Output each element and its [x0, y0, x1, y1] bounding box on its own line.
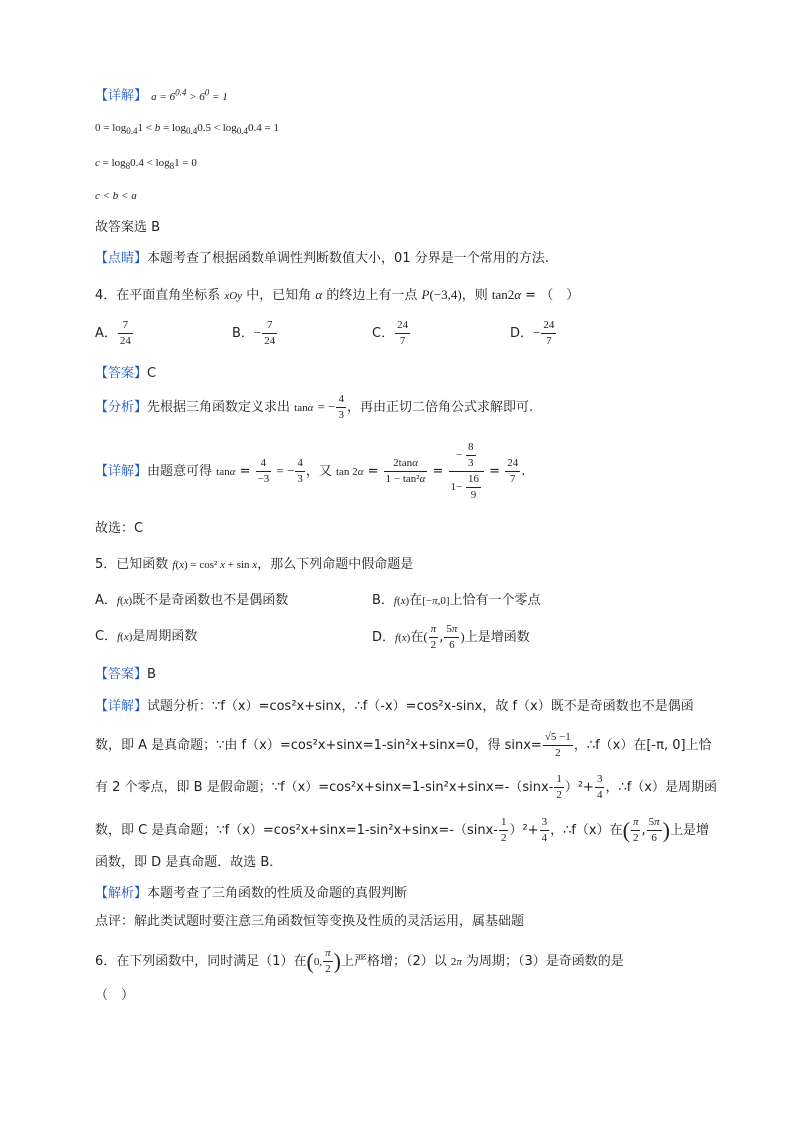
math-eq-order: c < b < a	[95, 190, 137, 202]
explain-text: 本题考查了三角函数的性质及命题的真假判断	[147, 886, 408, 901]
comment-text: 本题考查了根据函数单调性判断数值大小，01 分界是一个常用的方法.	[147, 251, 549, 266]
detail-tag: 【详解】	[95, 88, 148, 104]
q5-option-b: B．f(x)在[−π,0]上恰有一个零点	[372, 593, 541, 608]
q5-option-d: D．f(x)在( $\frac{\pi}{2}$ , $\frac{5\pi}{6}$ )上是增函数	[372, 623, 530, 651]
q3-detail-line	[95, 84, 228, 105]
comment-tag: 【点睛】	[95, 251, 148, 266]
detail-tag: 【详解】	[95, 699, 148, 714]
q5-detail-2: 数，即 A 是真命题；∵由 f（x）=cos²x+sinx=1-sin²x+sinx=0，得 sinx= $\frac{√5 -1}{2}$ ，∴f（x）在[-π, 0]上恰	[95, 731, 712, 759]
q4-final: 故选：C	[95, 521, 144, 536]
answer-tag: 【答案】	[95, 366, 148, 381]
q5-explain	[95, 886, 407, 902]
math-eq-c: $c = \log_80.4 < \log_81 = 0$	[95, 157, 197, 172]
q3-comment	[95, 251, 549, 267]
q5-stem: 5．已知函数 f(x) = cos² x + sin x，那么下列命题中假命题是	[95, 557, 414, 572]
q5-option-c: C．f(x)是周期函数	[95, 629, 198, 644]
q4-option-b: B．− $\frac{7}{24}$	[232, 319, 276, 347]
answer-value: C	[147, 366, 157, 381]
q5-review: 点评：解此类试题时要注意三角函数恒等变换及性质的灵活运用，属基础题	[95, 914, 525, 929]
q4-option-a: A． $\frac{7}{24}$	[95, 319, 131, 347]
q5-detail-3: 有 2 个零点，即 B 是假命题；∵f（x）=cos²x+sinx=1-sin²x+sinx=-（sinx- $\frac{1}{2}$ ）²+ $\frac{3}{4}$ ，∴f（x）是周期函	[95, 773, 717, 801]
answer-tag: 【答案】	[95, 667, 148, 682]
q6-stem-1: 6．在下列函数中，同时满足（1）在(0, $\frac{\pi}{2}$ )上严格增；（2）以 2π 为周期；（3）是奇函数的是	[95, 947, 624, 975]
q4-option-c: C． $\frac{24}{7}$	[372, 319, 409, 347]
answer-value: B	[147, 667, 156, 682]
q4-detail: 【详解】由题意可得 tanα = $\frac{4}{-3}$ = − $\frac{4}{3}$ ，又 tan 2α = $\frac{2\tan\alpha}{\text{1 − tan²α}}$ = − $\frac{8}{3}$ 1− $\frac{16}{9}$ = $\frac{24}{7}$ .	[95, 441, 526, 501]
detail-tag: 【详解】	[95, 464, 148, 479]
math-eq-b: $0 = \log_{0.4}1 < b = \log_{0.4}0.5 < \log_{0.4}0.4 = 1$	[95, 122, 279, 137]
q5-detail-1: 【详解】试题分析：∵f（x）=cos²x+sinx，∴f（-x）=cos²x-sinx，故 f（x）既不是奇函数也不是偶函	[95, 699, 694, 714]
explain-tag: 【解析】	[95, 886, 148, 901]
q5-answer	[95, 667, 156, 683]
q6-stem-2: （ ）	[95, 988, 135, 1003]
q4-answer	[95, 366, 156, 382]
q5-detail-4: 数，即 C 是真命题；∵f（x）=cos²x+sinx=1-sin²x+sinx=-（sinx- $\frac{1}{2}$ ）²+ $\frac{3}{4}$ ，∴f（x）在( $\frac{\pi}{2}$ , $\frac{5\pi}{6}$ )上是增	[95, 816, 709, 844]
q3-answer: 故答案选 B	[95, 220, 161, 235]
q4-stem: 4．在平面直角坐标系 xOy 中，已知角 α 的终边上有一点 P(−3,4)，则 tan2α = （ ）	[95, 287, 580, 303]
math-eq-a: $a = 6^{0.4} > 6^0 = 1$	[151, 87, 228, 103]
q5-option-a: A．f(x)既不是奇函数也不是偶函数	[95, 593, 289, 608]
q5-detail-5: 函数，即 D 是真命题．故选 B．	[95, 855, 283, 870]
analysis-tag: 【分析】	[95, 400, 148, 415]
q4-analysis: 【分析】先根据三角函数定义求出 tanα = − $\frac{4}{3}$ ，再由正切二倍角公式求解即可.	[95, 393, 534, 421]
q4-option-d: D．− $\frac{24}{7}$	[510, 319, 555, 347]
